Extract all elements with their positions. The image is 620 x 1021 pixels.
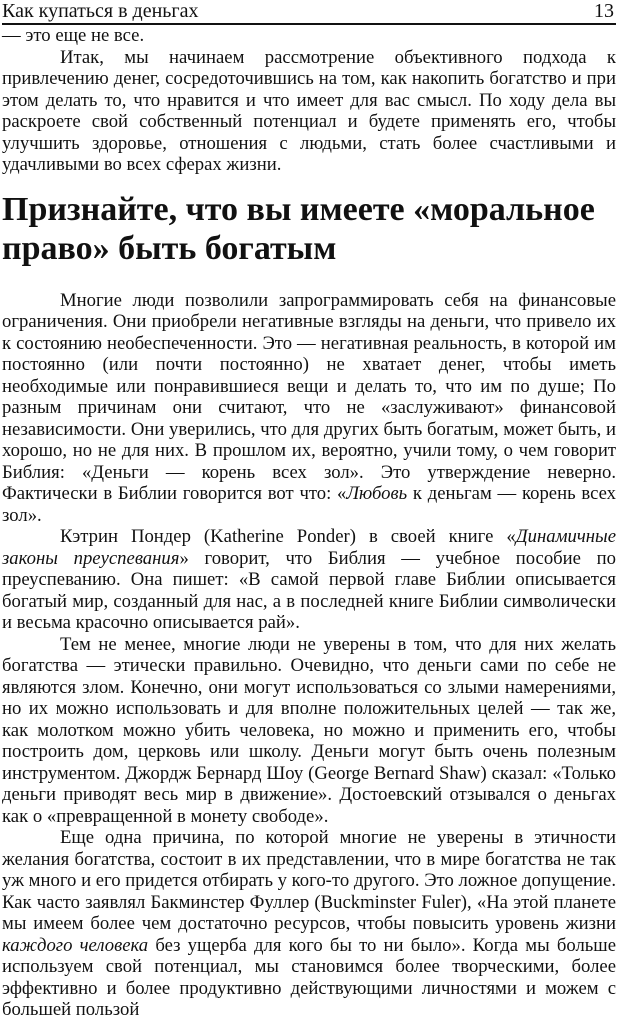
paragraph-2-text-b: » говорит, что Библия — учебное пособие по преуспеванию. Она пишет: «В самой первой главе Библии описывается богатый мир, созданный для нас, а в последней книге Библии символически и весьма красочно описывается рай». xyxy=(2,547,616,633)
running-title: Как купаться в деньгах xyxy=(2,0,199,22)
paragraph-1 xyxy=(2,290,616,527)
paragraph-continuation: — это еще не все. xyxy=(2,25,145,46)
paragraph-2-italic: Динамичные законы преуспевания xyxy=(2,526,616,569)
paragraph-4-text-b: без ущерба для кого бы то ни было». Когда мы больше используем свой потенциал, мы становимся более творческими, более эффективно и более продуктивно действующими личностями и можем с большей пользой xyxy=(2,934,616,1020)
paragraph-3: Тем не менее, многие люди не уверены в том, что для них желать богатства — этически правильно. Очевидно, что деньги сами по себе не являются злом. Конечно, они могут использоваться со злыми намерениями, но их можно использовать и для вполне положительных целей — так же, как молотком можно убить человека, но можно и применить его, чтобы построить дом, церковь или школу. Деньги могут быть очень полезным инструментом. Джордж Бернард Шоу (George Bernard Shaw) сказал: «Только деньги приводят весь мир в движение». Достоевский отзывался о деньгах как о «превращенной в монету свободе». xyxy=(2,633,616,827)
paragraph-4-text-a: Еще одна причина, по которой многие не уверены в этичности желания богатства, состоит в их представлении, что в мире богатства не так уж много и его придется отбирать у кого-то другого. Это ложное допущение. Как часто заявлял Бакминстер Фуллер (Buckminster Fuler), «На этой планете мы имеем более чем достаточно ресурсов, чтобы повысить уровень жизни xyxy=(2,827,616,934)
paragraph-4 xyxy=(2,827,616,1021)
paragraph-intro: Итак, мы начинаем рассмотрение объективного подхода к привлечению денег, сосредоточившись на том, как накопить богатство и при этом делать то, что нравится и что имеет для вас смысл. По ходу дела вы раскроете свой собственный потенциал и будете применять его, чтобы улучшить здоровье, отношения с людьми, стать более счастливыми и удачливыми во всех сферах жизни. xyxy=(2,46,616,175)
paragraph-1-text-b: к деньгам — корень всех зол». xyxy=(2,483,617,526)
page-number: 13 xyxy=(594,0,614,22)
page-content xyxy=(2,25,616,1021)
running-header xyxy=(2,0,616,25)
paragraph-2-text-a: Кэтрин Пондер (Katherine Ponder) в своей книге « xyxy=(60,526,516,547)
section-heading: Признайте, что вы имеете «моральное право» быть богатым xyxy=(2,190,595,267)
paragraph-2 xyxy=(2,526,616,634)
paragraph-1-text-a: Многие люди позволили запрограммировать себя на финансовые ограничения. Они приобрели негативные взгляды на деньги, что привело их к состоянию необеспеченности. Это — негативная реальность, в которой им постоянно (или почти постоянно) не хватает денег, чтобы иметь необходимые или понравившиеся вещи и делать то, что им по душе; По разным причинам они считают, что не «заслуживают» финансовой независимости. Они уверились, что для других быть богатым, может быть, и хорошо, но не для них. В прошлом их, вероятно, учили тому, о чем говорит Библия: «Деньги — корень всех зол». Это утверждение неверно. Фактически в Библии говорится вот что: « xyxy=(2,289,616,504)
paragraph-4-italic: каждого человека xyxy=(2,934,149,956)
paragraph-1-italic: Любовь xyxy=(346,483,408,504)
